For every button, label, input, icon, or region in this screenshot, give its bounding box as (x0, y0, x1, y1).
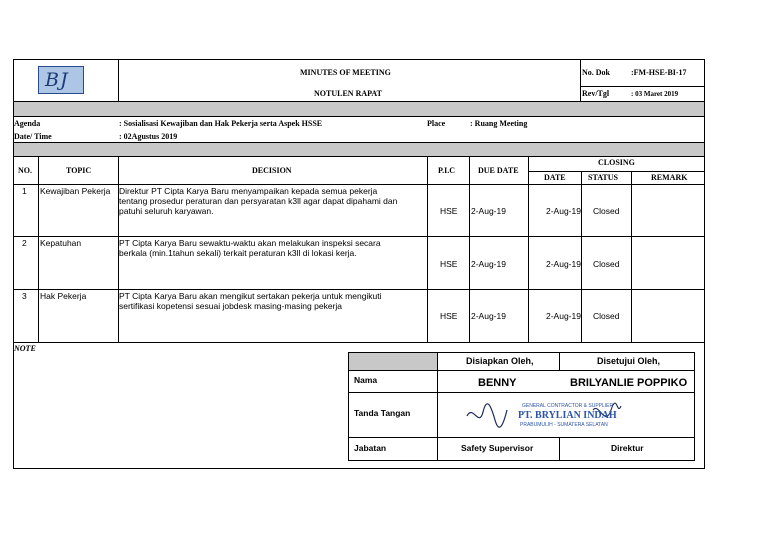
company-logo (38, 66, 84, 94)
approved-position: Direktur (611, 443, 644, 453)
row3-due: 2-Aug-19 (471, 311, 506, 321)
logo-text: BJ (45, 69, 69, 91)
row1-decision-line1: Direktur PT Cipta Karya Baru menyampaikan kepada semua pekerja (119, 186, 378, 196)
header-closing: CLOSING (598, 158, 635, 167)
divider (13, 116, 705, 117)
row1-topic: Kewajiban Pekerja (40, 186, 111, 196)
doc-title: MINUTES OF MEETING (300, 68, 391, 77)
header-due-date: DUE DATE (478, 166, 519, 175)
approved-by-label: Disetujui Oleh, (597, 356, 661, 366)
row2-status: Closed (593, 259, 620, 269)
header-status: STATUS (588, 173, 618, 182)
row1-due: 2-Aug-19 (471, 206, 506, 216)
row1-no: 1 (22, 186, 27, 196)
row2-due: 2-Aug-19 (471, 259, 506, 269)
row-divider (13, 236, 705, 237)
row1-date: 2-Aug-19 (546, 206, 581, 216)
place-label: Place (427, 119, 446, 128)
agenda-value: : Sosialisasi Kewajiban dan Hak Pekerja serta Aspek HSSE (119, 119, 323, 128)
row3-decision-line1: PT Cipta Karya Baru akan mengikut sertakan pekerja untuk mengikuti (119, 291, 382, 301)
row1-status: Closed (593, 206, 620, 216)
header-date: DATE (544, 173, 566, 182)
sig-row-divider (348, 437, 695, 438)
signature-label: Tanda Tangan (354, 408, 411, 418)
position-label: Jabatan (354, 443, 387, 453)
row3-no: 3 (22, 291, 27, 301)
sig-col-divider (559, 437, 560, 461)
stamp-line1: GENERAL CONTRACTOR & SUPPLIER (522, 403, 614, 409)
row1-decision-line3: patuhi seluruh karyawan. (119, 206, 214, 216)
separator-band (14, 143, 704, 156)
sig-col-divider (437, 352, 438, 461)
divider (13, 156, 705, 157)
row3-decision-line2: sertifikasi kopetensi sesuai jobdesk masing-masing pekerja (119, 301, 342, 311)
row-divider (13, 184, 705, 185)
row3-status: Closed (593, 311, 620, 321)
doc-subtitle: NOTULEN RAPAT (314, 89, 382, 98)
row-divider (528, 171, 705, 172)
prepared-name: BENNY (478, 377, 517, 389)
prepared-position: Safety Supervisor (461, 443, 534, 453)
row-divider (13, 342, 705, 343)
separator-band (14, 102, 704, 116)
date-label: Date/ Time (14, 132, 52, 141)
row2-pic: HSE (440, 259, 458, 269)
row1-pic: HSE (440, 206, 458, 216)
sig-col-divider (559, 352, 560, 370)
prepared-by-label: Disiapkan Oleh, (466, 356, 534, 366)
rev-value: : 03 Maret 2019 (631, 90, 679, 98)
row-divider (13, 289, 705, 290)
header-remark: REMARK (651, 173, 688, 182)
name-label: Nama (354, 375, 378, 385)
place-value: : Ruang Meeting (470, 119, 528, 128)
sig-row-divider (348, 370, 695, 371)
row3-topic: Hak Pekerja (40, 291, 87, 301)
row2-decision-line2: berkala (min.1tahun sekali) terkait peraturan k3ll di lokasi kerja. (119, 248, 357, 258)
rev-label: Rev/Tgl (582, 89, 610, 98)
row1-decision-line2: tentang prosedur peraturan dan persyaratan k3ll agar dapat dipahami dan (119, 196, 398, 206)
row3-pic: HSE (440, 311, 458, 321)
divider (118, 59, 119, 101)
divider (580, 59, 581, 101)
header-decision: DECISION (252, 166, 292, 175)
approved-name: BRILYANLIE POPPIKO (570, 377, 688, 389)
signature-header-band (349, 353, 438, 370)
row3-date: 2-Aug-19 (546, 311, 581, 321)
row2-no: 2 (22, 238, 27, 248)
row2-decision-line1: PT Cipta Karya Baru sewaktu-waktu akan melakukan inspeksi secara (119, 238, 381, 248)
row2-topic: Kepatuhan (40, 238, 82, 248)
stamp-line3: PRABUMULIH - SUMATERA SELATAN (520, 422, 608, 428)
stamp-company: PT. BRYLIAN INDAH (518, 410, 617, 421)
doc-no-label: No. Dok (582, 68, 611, 77)
header-no: NO. (18, 166, 32, 175)
divider (580, 86, 705, 87)
col-divider (631, 171, 632, 342)
doc-no-value: :FM-HSE-BI-17 (631, 68, 687, 77)
note-label: NOTE (14, 344, 36, 353)
date-value: : 02Agustus 2019 (119, 132, 178, 141)
header-topic: TOPIC (66, 166, 92, 175)
sig-row-divider (348, 392, 695, 393)
col-divider (581, 171, 582, 342)
agenda-label: Agenda (14, 119, 41, 128)
header-pic: P.I.C (438, 166, 456, 175)
row2-date: 2-Aug-19 (546, 259, 581, 269)
